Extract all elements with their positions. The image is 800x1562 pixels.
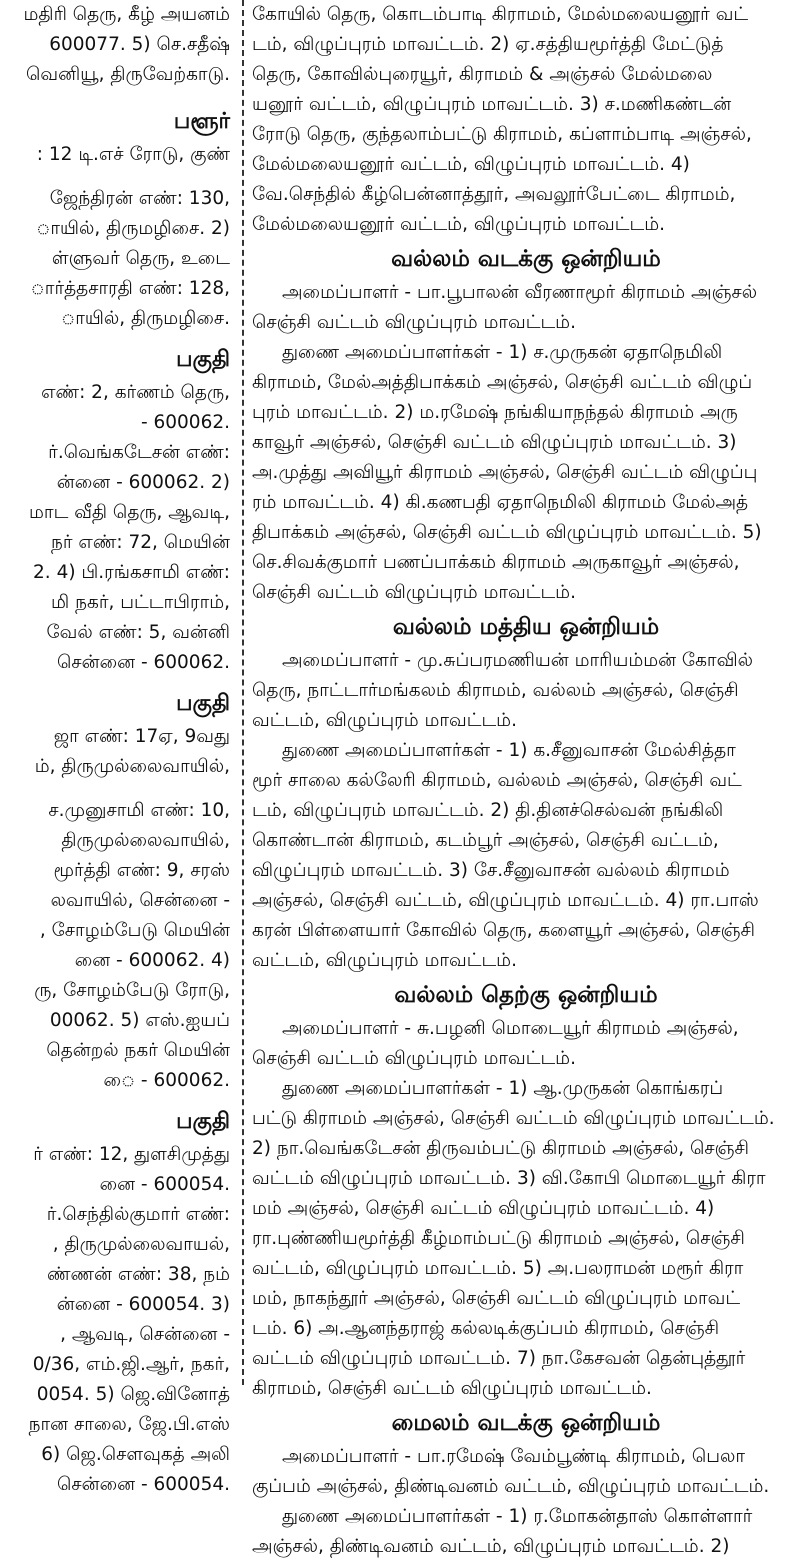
section-heading: மைலம் வடக்கு ஒன்றியம் xyxy=(391,1410,661,1436)
text-line: கிராமம், செஞ்சி வட்டம் விழுப்புரம் மாவட்டம். xyxy=(252,1378,652,1399)
text-line: மம் அஞ்சல், செஞ்சி வட்டம் விழுப்புரம் மாவட்டம். 4) xyxy=(252,1198,715,1219)
text-line: செஞ்சி வட்டம் விழுப்புரம் மாவட்டம். xyxy=(252,312,576,333)
text-line: 2) நா.வெங்கடேசன் திருவம்பட்டு கிராமம் அஞ்சல், செஞ்சி xyxy=(252,1138,749,1159)
text-line: தென்றல் நகர் மெயின் xyxy=(46,1040,230,1061)
text-line: ாயில், திருமழிசை. xyxy=(61,308,230,329)
text-line: ரு, சோழம்பேடு ரோடு, xyxy=(34,980,230,1001)
text-line: வெனியூ, திருவேற்காடு. xyxy=(26,64,230,85)
text-line: ஜேந்திரன் எண்: 130, xyxy=(49,188,230,209)
text-line: மேல்மலையனூர் வட்டம், விழுப்புரம் மாவட்டம். xyxy=(252,214,665,235)
text-line: தெரு, நாட்டார்மங்கலம் கிராமம், வல்லம் அஞ்சல், செஞ்சி xyxy=(252,680,739,701)
right-column xyxy=(252,0,800,1557)
text-line: : 12 டி.எச் ரோடு, குண் xyxy=(36,144,230,165)
text-line: விழுப்புரம் மாவட்டம். 3) சே.சீனுவாசன் வல்லம் கிராமம் xyxy=(252,860,730,881)
section-vallam-north xyxy=(252,240,800,608)
text-line: ார்த்தசாரதி எண்: 128, xyxy=(30,278,230,299)
text-line: னை - 600054. xyxy=(99,1174,230,1195)
text-line: ர்.செந்தில்குமார் எண்: xyxy=(46,1204,230,1225)
text-line: சென்னை - 600062. xyxy=(57,652,230,673)
text-line: ரம் மாவட்டம். 4) கி.கணபதி ஏதாநெமிலி கிராமம் மேல்அத் xyxy=(252,492,749,513)
text-line: , திருமுல்லைவாயல், xyxy=(52,1234,230,1255)
text-line: - 600062. xyxy=(140,412,230,433)
text-line: மி நகர், பட்டாபிராம், xyxy=(51,592,230,613)
text-line: ச.முனுசாமி எண்: 10, xyxy=(48,800,230,821)
section-heading: பகுதி xyxy=(176,1109,230,1134)
text-line: யனூர் வட்டம், விழுப்புரம் மாவட்டம். 3) ச.மணிகண்டன் xyxy=(252,94,732,115)
text-line: லவாயில், சென்னை - xyxy=(50,890,230,911)
text-line: புரம் மாவட்டம். 2) ம.ரமேஷ் நங்கியாநந்தல் கிராமம் அரு xyxy=(252,402,738,423)
text-line: 0/36, எம்.ஜி.ஆர், நகர், xyxy=(32,1354,230,1375)
text-line: மேல்மலையனூர் வட்டம், விழுப்புரம் மாவட்டம். 4) xyxy=(252,154,690,175)
section-heading: பகுதி xyxy=(176,347,230,372)
section-heading: பளூர் xyxy=(173,109,230,134)
text-line: ர்.வெங்கடேசன் எண்: xyxy=(48,442,230,463)
text-line: செஞ்சி வட்டம் விழுப்புரம் மாவட்டம். xyxy=(252,582,576,603)
text-line: மாட வீதி தெரு, ஆவடி, xyxy=(29,502,230,523)
text-line: கொண்டான் கிராமம், கடம்பூர் அஞ்சல், செஞ்சி வட்டம், xyxy=(252,830,719,851)
text-line: ள்ளுவர் தெரு, உடை xyxy=(51,248,230,269)
text-line: னை - 600062. 4) xyxy=(74,950,230,971)
text-line: தெரு, கோவில்புரையூர், கிராமம் & அஞ்சல் மேல்மலை xyxy=(252,64,713,85)
text-line: துணை அமைப்பாளர்கள் - 1) ஆ.முருகன் கொங்கரப் xyxy=(282,1078,724,1099)
text-line: குப்பம் அஞ்சல், திண்டிவனம் வட்டம், விழுப்புரம் மாவட்டம். xyxy=(252,1476,770,1497)
text-line: செ.சிவக்குமார் பணப்பாக்கம் கிராமம் அருகாவூர் அஞ்சல், xyxy=(252,552,740,573)
text-line: வட்டம் விழுப்புரம் மாவட்டம். 7) நா.கேசவன் தென்புத்தூர் xyxy=(252,1348,746,1369)
text-line: திபாக்கம் அஞ்சல், செஞ்சி வட்டம் விழுப்புரம் மாவட்டம். 5) xyxy=(252,522,762,543)
left-column xyxy=(0,0,234,1495)
text-line: 600077. 5) செ.சதீஷ் xyxy=(49,34,230,55)
text-line: 6) ஜெ.சௌவுகத் அலி xyxy=(41,1444,230,1465)
intro-block xyxy=(252,0,800,240)
text-line: செஞ்சி வட்டம் விழுப்புரம் மாவட்டம். xyxy=(252,1048,576,1069)
section-heading: வல்லம் தெற்கு ஒன்றியம் xyxy=(394,982,658,1008)
text-line: ரா.புண்ணியமூர்த்தி கீழ்மாம்பட்டு கிராமம் அஞ்சல், செஞ்சி xyxy=(252,1228,745,1249)
text-line: வேல் எண்: 5, வன்னி xyxy=(46,622,230,643)
text-line: ன்னை - 600054. 3) xyxy=(56,1294,230,1315)
text-line: ம், திருமுல்லைவாயில், xyxy=(34,756,230,777)
column-divider xyxy=(242,0,244,1385)
text-line: டம், விழுப்புரம் மாவட்டம். 2) தி.தினச்செல்வன் நங்கிலி xyxy=(252,800,724,821)
text-line: கிராமம், மேல்அத்திபாக்கம் அஞ்சல், செஞ்சி வட்டம் விழுப் xyxy=(252,372,753,393)
text-line: 2. 4) பி.ரங்கசாமி எண்: xyxy=(33,562,230,583)
text-line: ரோடு தெரு, குந்தலாம்பட்டு கிராமம், கப்ளாம்பாடி அஞ்சல், xyxy=(252,124,752,145)
text-line: சென்னை - 600054. xyxy=(57,1474,230,1495)
text-line: அமைப்பாளர் - சு.பழனி மொடையூர் கிராமம் அஞ்சல், xyxy=(282,1018,739,1039)
left-block-6 xyxy=(0,796,234,1096)
section-vallam-south xyxy=(252,976,800,1404)
text-line: கோயில் தெரு, கொடம்பாடி கிராமம், மேல்மலையனூர் வட் xyxy=(252,4,749,25)
text-line: , சோழம்பேடு மெயின் xyxy=(39,920,230,941)
text-line: அமைப்பாளர் - மு.சுப்பரமணியன் மாரியம்மன் கோவில் xyxy=(282,650,753,671)
text-line: ை - 600062. xyxy=(103,1070,230,1091)
text-line: துணை அமைப்பாளர்கள் - 1) ச.முருகன் ஏதாநெமிலி xyxy=(282,342,723,363)
text-line: அமைப்பாளர் - பா.ரமேஷ் வேம்பூண்டி கிராமம், பெலா xyxy=(282,1446,746,1467)
text-line: , ஆவடி, சென்னை - xyxy=(60,1324,230,1345)
text-line: 00062. 5) எஸ்.ஐயப் xyxy=(49,1010,230,1031)
text-line: வட்டம், விழுப்புரம் மாவட்டம். xyxy=(252,950,517,971)
text-line: மூர்த்தி எண்: 9, சரஸ் xyxy=(53,860,230,881)
left-block-1 xyxy=(0,0,234,90)
text-line: மதிரி தெரு, கீழ் அயனம் xyxy=(23,4,230,25)
text-line: அஞ்சல், செஞ்சி வட்டம், விழுப்புரம் மாவட்டம். 4) ரா.பாஸ் xyxy=(252,890,759,911)
text-line: ாயில், திருமழிசை. 2) xyxy=(36,218,230,239)
text-line: வட்டம், விழுப்புரம் மாவட்டம். 5) அ.பலராமன் மரூர் கிரா xyxy=(252,1258,744,1279)
text-line: மம், நாகந்தூர் அஞ்சல், செஞ்சி வட்டம் விழுப்புரம் மாவட் xyxy=(252,1288,741,1309)
section-vallam-central xyxy=(252,608,800,976)
text-line: அ.முத்து அவியூர் கிராமம் அஞ்சல், செஞ்சி வட்டம் விழுப்பு xyxy=(252,462,758,483)
text-line: ஜா எண்: 17ஏ, 9வது xyxy=(53,726,230,747)
text-line: எண்: 2, கர்ணம் தெரு, xyxy=(41,382,230,403)
text-line: ர் எண்: 12, துளசிமுத்து xyxy=(33,1144,230,1165)
section-heading: வல்லம் மத்திய ஒன்றியம் xyxy=(392,614,660,640)
section-mailam-north xyxy=(252,1404,800,1562)
text-line: ன்னை - 600062. 2) xyxy=(56,472,230,493)
text-line: துணை அமைப்பாளர்கள் - 1) ர.மோகன்தாஸ் கொள்ளார் xyxy=(282,1506,753,1527)
left-block-7 xyxy=(0,1140,234,1500)
text-line: மூர் சாலை கல்லேரி கிராமம், வல்லம் அஞ்சல், செஞ்சி வட் xyxy=(252,770,742,791)
section-heading: பகுதி xyxy=(176,691,230,716)
text-line: கரன் பிள்ளையார் கோவில் தெரு, களையூர் அஞ்சல், செஞ்சி xyxy=(252,920,756,941)
text-line: நர் எண்: 72, மெயின் xyxy=(50,532,230,553)
text-line: வே.செந்தில் கீழ்பென்னாத்தூர், அவலூர்பேட்டை கிராமம், xyxy=(252,184,736,205)
left-block-3 xyxy=(0,184,234,334)
text-line: அஞ்சல், திண்டிவனம் வட்டம், விழுப்புரம் மாவட்டம். 2) xyxy=(252,1536,730,1557)
text-line: பட்டு கிராமம் அஞ்சல், செஞ்சி வட்டம் விழுப்புரம் மாவட்டம். xyxy=(252,1108,775,1129)
text-line: டம். 6) அ.ஆனந்தராஜ் கல்லடிக்குப்பம் கிராமம், செஞ்சி xyxy=(252,1318,720,1339)
text-line: அமைப்பாளர் - பா.பூபாலன் வீரணாமூர் கிராமம் அஞ்சல் xyxy=(282,282,758,303)
text-line: திருமுல்லைவாயில், xyxy=(61,830,230,851)
text-line: 0054. 5) ஜெ.வினோத் xyxy=(36,1384,230,1405)
left-block-4 xyxy=(0,378,234,678)
text-line: ண்ணன் எண்: 38, நம் xyxy=(46,1264,230,1285)
text-line: டம், விழுப்புரம் மாவட்டம். 2) ஏ.சத்தியமூர்த்தி மேட்டுத் xyxy=(252,34,724,55)
text-line: நான சாலை, ஜே.பி.எஸ் xyxy=(28,1414,230,1435)
text-line: காவூர் அஞ்சல், செஞ்சி வட்டம் விழுப்புரம் மாவட்டம். 3) xyxy=(252,432,737,453)
section-heading: வல்லம் வடக்கு ஒன்றியம் xyxy=(391,246,661,272)
text-line: துணை அமைப்பாளர்கள் - 1) க.சீனுவாசன் மேல்சித்தா xyxy=(282,740,736,761)
text-line: வட்டம், விழுப்புரம் மாவட்டம். xyxy=(252,710,517,731)
text-line: வட்டம் விழுப்புரம் மாவட்டம். 3) வி.கோபி மொடையூர் கிரா xyxy=(252,1168,766,1189)
